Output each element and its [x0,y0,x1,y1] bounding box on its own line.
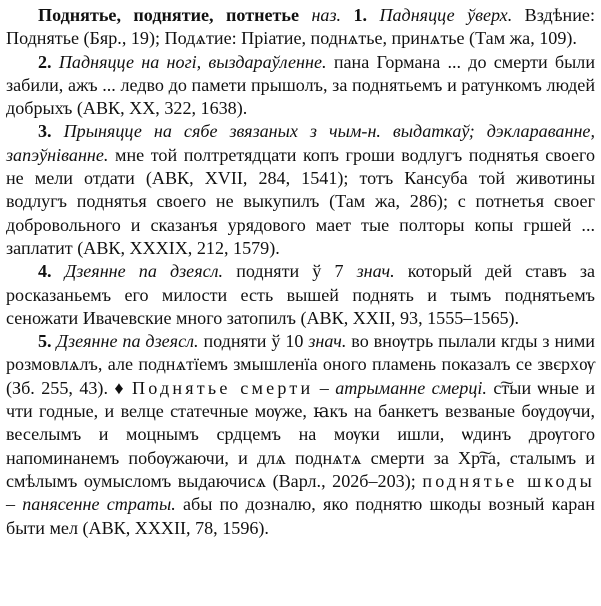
sense-definition: Дзеянне па дзеясл. [64,261,224,282]
sense-3 [6,120,595,260]
part-of-speech: наз. [311,5,342,25]
sense-4 [6,260,595,330]
sense-number: 5. [38,331,52,352]
phrase-definition: атрыманне смерці. [335,377,487,398]
phrase-citations: абы по дозналю, яко поднятю шкоды возный каран быти мел (АВК, XXXII, 78, 1596). [6,494,595,538]
cross-reference-abbr: знач. [308,331,347,352]
sense-number: 3. [38,121,52,142]
sense-5 [6,330,595,540]
sense-citations: мне той полтретядцати копъ гроши водлугъ поднятья своего не мели отдати (АВК, XVII, 284, 1541); тотъ Кансуба той животины водлугъ поднятья своего не выкупилъ (Там жа, 286); с потнетья своег добровольного и сказанъя урядового мает тые полторы копы гршей ... заплатит (АВК, XXXIX, 212, 1579). [6,144,595,258]
phrase-marker: ♦ [114,377,126,398]
cross-reference: подняти ў 10 [203,331,304,352]
sense-citations: Вздѣние: Поднятье (Бяр., 19); Подѧтие: Пріатие, поднѧтье, принѧтье (Там жа, 109). [6,5,595,49]
phrase-dash: – [319,377,329,398]
entry-headword: Поднятье, поднятие, потнетье [38,5,300,25]
sense-number: 4. [38,261,52,282]
sense-number: 1. [353,5,368,25]
phrase-definition: панясенне страты. [22,494,176,515]
cross-reference-abbr: знач. [356,261,395,282]
phrase-citations: с͠тыи ѡные и чти годные, и велце статечные мѹже, ꙗкъ на банкетъ везваные бѹдѹчи, веселымъ и моцнымъ срдцемъ на мѹки ишли, ѡдинъ дрѹгого напоминанемъ побѹжаючи, и длѧ поднѧтѧ смерти за Хр͠та, сталымъ и смѣлымъ оумысломъ выдаючисѧ (Варл., 202б–203); [6,377,595,491]
phrase-term: поднятье шкоды [422,470,595,491]
sense-definition: Падняцце ўверх. [379,5,513,25]
sense-citations: который дей ставъ за росказаньемъ его милости есть вышей поднять и тымъ поднятьемъ сеножати Ивачевские много затопилъ (АВК, XXII, 93, 1555–1565). [6,261,596,328]
sense-citations: пана Гормана ... до смерти были забили, ажъ ... ледво до памети прышолъ, за поднятьемъ и ратункомъ людей добрыхъ (АВК, XX, 322, 1638). [6,51,595,119]
sense-definition: Дзеянне па дзеясл. [56,331,199,352]
sense-number: 2. [38,51,52,72]
sense-definition: Прыняцце на сябе звязаных з чым-н. выдаткаў; дэклараванне, запэўніванне. [6,121,595,165]
cross-reference: подняти ў 7 [236,261,344,282]
phrase-dash: – [6,494,16,515]
sense-definition: Падняцце на ногі, выздараўленне. [58,51,327,72]
phrase-term: Поднятье смерти [132,377,314,398]
sense-citations: во внѹтрь пылали кгды з ними розмовлѧлъ, але поднѧтїемъ змышленїа оного пламень показалъ се звєрхѹ (Зб. 255, 43). [6,331,595,398]
dictionary-entry [6,4,595,540]
sense-2 [6,51,595,121]
sense-1 [6,4,595,51]
